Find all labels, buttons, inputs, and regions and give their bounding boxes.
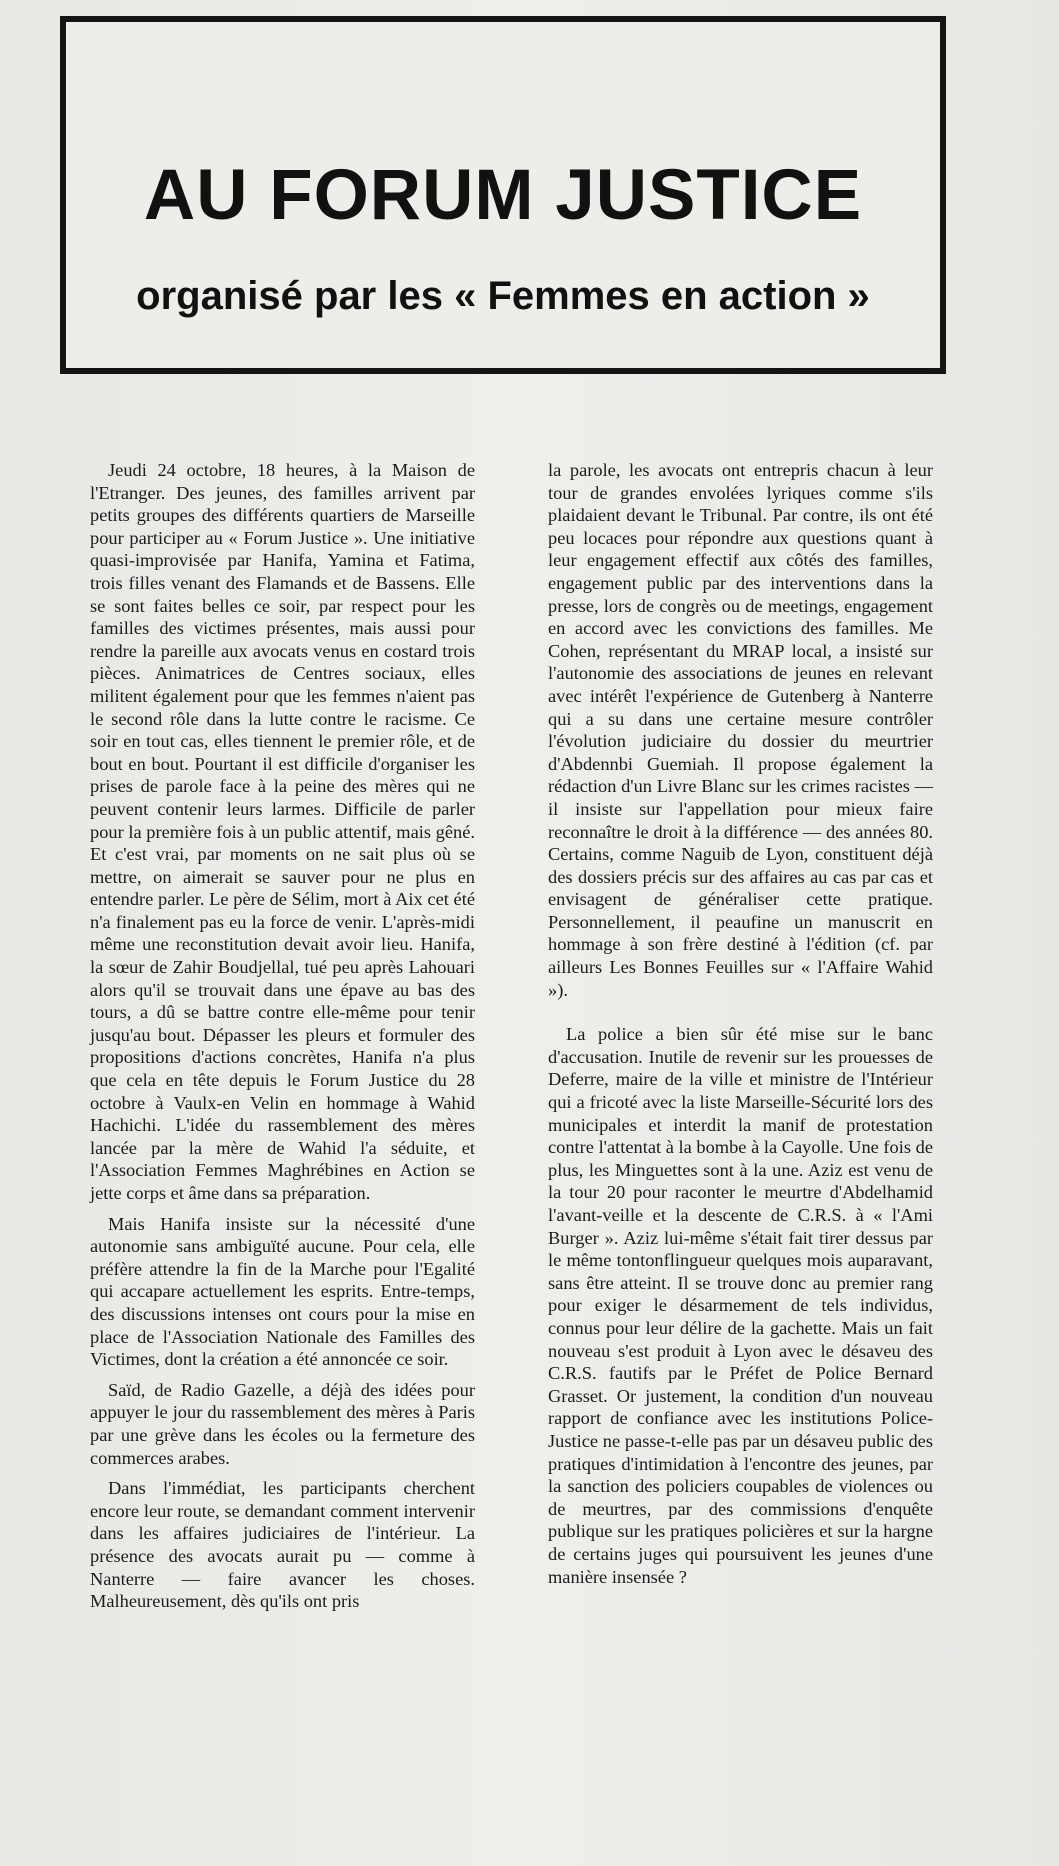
paragraph: La police a bien sûr été mise sur le banc d'accusation. Inutile de revenir sur les prouesses de Deferre, maire de la ville et ministre de l'Intérieur qui a fricoté avec la liste Marseille-Sécurité lors des municipales et interdit la manif de protestation contre l'attentat à la bombe à la Cayolle. Une fois de plus, les Minguettes sont à la une. Aziz est venu de la tour 20 pour raconter le meurtre d'Abdelhamid l'avant-veille et la descente de C.R.S. à « l'Ami Burger ». Aziz lui-même s'était fait tirer dessus par le même tontonflingueur quelques mois auparavant, sans être atteint. Il se trouve donc au premier rang pour exiger le désarmement de tels individus, connus pour leur délire de la gachette. Mais un fait nouveau s'est produit à Lyon avec le désaveu des C.R.S. fautifs par le Préfet de Police Bernard Grasset. Or justement, la condition d'un nouveau rapport de confiance avec les institutions Police-Justice ne passe-t-elle pas par un désaveu public des pratiques d'intimidation à l'encontre des jeunes, par la sanction des policiers coupables de violences ou de meurtres, par des commissions d'enquête publique sur les pratiques policières et sur la hargne de certains juges qui poursuivent les jeunes d'une manière insensée ? bbox=[548, 1024, 933, 1587]
paragraph-continued: la parole, les avocats ont entrepris chacun à leur tour de grandes envolées lyriques comme s'ils plaidaient devant le Tribunal. Par contre, ils ont été peu locaces pour répondre aux questions quant à leur engagement effectif aux côtés des familles, engagement public par des interventions dans la presse, lors de congrès ou de meetings, engagement en accord avec les convictions des familles. Me Cohen, représentant du MRAP local, a insisté sur l'autonomie des associations de jeunes en relevant avec intérêt l'expérience de Gutenberg à Nanterre qui a su dans une certaine mesure contrôler l'évolution judiciaire du dossier du meurtrier d'Abdennbi Guemiah. Il propose également la rédaction d'un Livre Blanc sur les crimes racistes — il insiste sur l'appellation pour mieux faire reconnaître le droit à la différence — des années 80. Certains, comme Naguib de Lyon, constituent déjà des dossiers précis sur des affaires au cas par cas et envisagent de généraliser cette pratique. Personnellement, il peaufine un manuscrit en hommage à son frère destiné à l'édition (cf. par ailleurs Les Bonnes Feuilles sur « l'Affaire Wahid »). bbox=[548, 460, 933, 1000]
paragraph: Saïd, de Radio Gazelle, a déjà des idées pour appuyer le jour du rassemblement des mères à Paris par une grève dans les écoles ou la fermeture des commerces arabes. bbox=[90, 1379, 475, 1468]
article-left-column bbox=[90, 459, 475, 1621]
paragraph: Dans l'immédiat, les participants cherchent encore leur route, se demandant comment intervenir dans les affaires judiciaires de l'intérieur. La présence des avocats aurait pu — comme à Nanterre — faire avancer les choses. Malheureusement, dès qu'ils ont pris bbox=[90, 1478, 475, 1612]
paragraph: Mais Hanifa insiste sur la nécessité d'une autonomie sans ambiguïté aucune. Pour cela, elle préfère attendre la fin de la Marche pour l'Egalité qui accapare actuellement les esprits. Entre-temps, des discussions intenses ont cours pour la mise en place de l'Association Nationale des Familles des Victimes, dont la création a été annoncée ce soir. bbox=[90, 1213, 475, 1370]
headline: AU FORUM JUSTICE bbox=[143, 156, 863, 235]
title-box bbox=[60, 16, 946, 374]
article-right-column bbox=[548, 459, 933, 1596]
paragraph: Jeudi 24 octobre, 18 heures, à la Maison de l'Etranger. Des jeunes, des familles arrivent par petits groupes des différents quartiers de Marseille pour participer au « Forum Justice ». Une initiative quasi-improvisée par Hanifa, Yamina et Fatima, trois filles venant des Flamands et de Bassens. Elle se sont faites belles ce soir, par respect pour les familles des victimes présentes, mais aussi pour rendre la pareille aux avocats venus en costard trois pièces. Animatrices de Centres sociaux, elles militent également pour que les femmes n'aient pas le second rôle dans la lutte contre le racisme. Ce soir en tout cas, elles tiennent le premier rôle, et de bout en bout. Pourtant il est difficile d'organiser les prises de parole face à la peine des mères qui ne peuvent contenir leurs larmes. Difficile de parler pour la première fois à un public attentif, mais gêné. Et c'est vrai, par moments on ne sait plus où se mettre, on aimerait se sauver pour ne plus en entendre parler. Le père de Sélim, mort à Aix cet été n'a finalement pas eu la force de venir. L'après-midi même une reconstitution devait avoir lieu. Hanifa, la sœur de Zahir Boudjellal, tué peu après Lahouari alors qu'il se trouvait dans une épave au bas des tours, a dû se battre contre elle-même pour tenir jusqu'au bout. Dépasser les pleurs et formuler des propositions d'actions concrètes, Hanifa n'a plus que cela en tête depuis le Forum Justice du 28 octobre à Vaulx-en Velin en hommage à Wahid Hachichi. L'idée du rassemblement des mères lancée par la mère de Wahid l'a séduite, et l'Association Femmes Maghrébines en Action se jette corps et âme dans sa préparation. bbox=[90, 460, 475, 1203]
subtitle: organisé par les « Femmes en action » bbox=[136, 274, 870, 318]
